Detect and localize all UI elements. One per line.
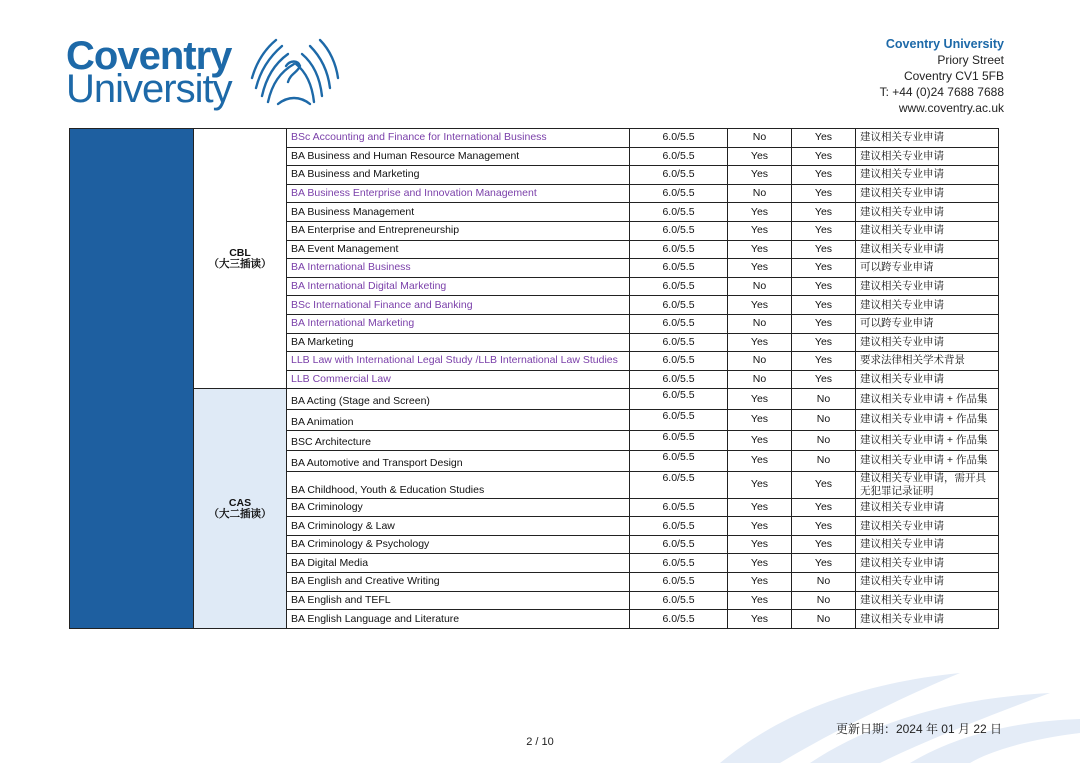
logo-word-university: University — [66, 67, 232, 111]
address-street: Priory Street — [937, 53, 1004, 67]
col-a-value: Yes — [728, 296, 792, 315]
col-a-value: Yes — [728, 389, 792, 410]
note: 建议相关专业申请 + 作品集 — [856, 409, 999, 430]
program-name: BA Criminology & Law — [287, 517, 630, 536]
address-block — [880, 36, 1004, 116]
program-name: BA Enterprise and Entrepreneurship — [287, 221, 630, 240]
col-a-value: Yes — [728, 471, 792, 498]
note: 建议相关专业申请 — [856, 610, 999, 629]
table-row — [70, 129, 999, 148]
note: 建议相关专业申请 — [856, 129, 999, 148]
col-b-value: No — [792, 610, 856, 629]
ielts-score: 6.0/5.5 — [630, 610, 728, 629]
col-b-value: No — [792, 451, 856, 472]
note: 可以跨专业申请 — [856, 259, 999, 278]
col-a-value: Yes — [728, 535, 792, 554]
note: 建议相关专业申请 — [856, 370, 999, 389]
ielts-score: 6.0/5.5 — [630, 184, 728, 203]
col-b-value: Yes — [792, 352, 856, 371]
ielts-score: 6.0/5.5 — [630, 333, 728, 352]
col-a-value: No — [728, 370, 792, 389]
col-b-value: Yes — [792, 517, 856, 536]
program-name: BA Event Management — [287, 240, 630, 259]
program-name: BA Business and Human Resource Management — [287, 147, 630, 166]
col-b-value: Yes — [792, 554, 856, 573]
ielts-score: 6.0/5.5 — [630, 147, 728, 166]
col-b-value: Yes — [792, 184, 856, 203]
ielts-score: 6.0/5.5 — [630, 129, 728, 148]
university-logo — [66, 34, 316, 114]
note: 建议相关专业申请 + 作品集 — [856, 389, 999, 410]
col-a-value: Yes — [728, 221, 792, 240]
program-name: BA English Language and Literature — [287, 610, 630, 629]
col-a-value: Yes — [728, 498, 792, 517]
col-b-value: Yes — [792, 166, 856, 185]
group-label: CBL — [229, 246, 251, 259]
ielts-score: 6.0/5.5 — [630, 517, 728, 536]
ielts-score: 6.0/5.5 — [630, 314, 728, 333]
col-a-value: Yes — [728, 147, 792, 166]
col-a-value: Yes — [728, 409, 792, 430]
col-a-value: Yes — [728, 203, 792, 222]
program-name: BA Business and Marketing — [287, 166, 630, 185]
note: 建议相关专业申请 — [856, 333, 999, 352]
ielts-score: 6.0/5.5 — [630, 221, 728, 240]
col-a-value: Yes — [728, 591, 792, 610]
note: 建议相关专业申请 — [856, 296, 999, 315]
ielts-score: 6.0/5.5 — [630, 352, 728, 371]
col-b-value: Yes — [792, 296, 856, 315]
group-sub: （大二插读） — [208, 507, 272, 520]
ielts-score: 6.0/5.5 — [630, 573, 728, 592]
note: 建议相关专业申请 — [856, 591, 999, 610]
col-a-value: Yes — [728, 240, 792, 259]
update-date: 更新日期：2024 年 01 月 22 日 — [835, 722, 1002, 736]
note: 建议相关专业申请 — [856, 498, 999, 517]
ielts-score: 6.0/5.5 — [630, 166, 728, 185]
side-bar — [70, 129, 194, 629]
program-table — [69, 128, 999, 629]
col-a-value: Yes — [728, 333, 792, 352]
program-name: BA Criminology & Psychology — [287, 535, 630, 554]
col-b-value: Yes — [792, 203, 856, 222]
program-name: BA English and Creative Writing — [287, 573, 630, 592]
ielts-score: 6.0/5.5 — [630, 203, 728, 222]
ielts-score: 6.0/5.5 — [630, 451, 728, 472]
note: 建议相关专业申请 — [856, 554, 999, 573]
ielts-score: 6.0/5.5 — [630, 409, 728, 430]
note: 建议相关专业申请 — [856, 240, 999, 259]
program-name: BA Acting (Stage and Screen) — [287, 389, 630, 410]
col-a-value: Yes — [728, 554, 792, 573]
col-a-value: Yes — [728, 259, 792, 278]
col-b-value: No — [792, 389, 856, 410]
program-name: BA Digital Media — [287, 554, 630, 573]
program-name: BSc Accounting and Finance for International Business — [287, 129, 630, 148]
col-b-value: Yes — [792, 240, 856, 259]
ielts-score: 6.0/5.5 — [630, 389, 728, 410]
ielts-score: 6.0/5.5 — [630, 554, 728, 573]
note: 建议相关专业申请，需开具无犯罪记录证明 — [856, 471, 999, 498]
col-b-value: Yes — [792, 129, 856, 148]
note: 建议相关专业申请 — [856, 147, 999, 166]
address-website[interactable]: www.coventry.ac.uk — [898, 101, 1004, 115]
note: 建议相关专业申请 + 作品集 — [856, 451, 999, 472]
ielts-score: 6.0/5.5 — [630, 430, 728, 451]
page-number: 2 / 10 — [526, 736, 554, 748]
col-b-value: Yes — [792, 471, 856, 498]
col-b-value: Yes — [792, 333, 856, 352]
program-name: BA Business Enterprise and Innovation Management — [287, 184, 630, 203]
table-row — [70, 389, 999, 410]
address-city: Coventry CV1 5FB — [903, 69, 1004, 83]
program-name: BA Business Management — [287, 203, 630, 222]
col-b-value: No — [792, 409, 856, 430]
col-b-value: Yes — [792, 221, 856, 240]
note: 可以跨专业申请 — [856, 314, 999, 333]
program-name: BA Criminology — [287, 498, 630, 517]
program-name: BA Automotive and Transport Design — [287, 451, 630, 472]
col-b-value: Yes — [792, 277, 856, 296]
note: 建议相关专业申请 — [856, 203, 999, 222]
col-b-value: Yes — [792, 314, 856, 333]
note: 建议相关专业申请 — [856, 517, 999, 536]
col-b-value: Yes — [792, 370, 856, 389]
col-b-value: No — [792, 591, 856, 610]
col-a-value: Yes — [728, 430, 792, 451]
ielts-score: 6.0/5.5 — [630, 498, 728, 517]
col-b-value: Yes — [792, 498, 856, 517]
col-a-value: No — [728, 277, 792, 296]
ielts-score: 6.0/5.5 — [630, 370, 728, 389]
program-name: BA English and TEFL — [287, 591, 630, 610]
note: 建议相关专业申请 — [856, 166, 999, 185]
program-name: BSC Architecture — [287, 430, 630, 451]
note: 要求法律相关学术背景 — [856, 352, 999, 371]
col-a-value: Yes — [728, 573, 792, 592]
note: 建议相关专业申请 — [856, 277, 999, 296]
program-name: BA International Marketing — [287, 314, 630, 333]
ielts-score: 6.0/5.5 — [630, 259, 728, 278]
program-name: BA Animation — [287, 409, 630, 430]
ielts-score: 6.0/5.5 — [630, 296, 728, 315]
program-name: BA International Digital Marketing — [287, 277, 630, 296]
col-b-value: No — [792, 430, 856, 451]
group-cell — [194, 389, 287, 629]
program-name: LLB Law with International Legal Study /LLB International Law Studies — [287, 352, 630, 371]
note: 建议相关专业申请 — [856, 535, 999, 554]
ielts-score: 6.0/5.5 — [630, 471, 728, 498]
program-name: BA Childhood, Youth & Education Studies — [287, 471, 630, 498]
program-name: BSc International Finance and Banking — [287, 296, 630, 315]
col-a-value: No — [728, 352, 792, 371]
col-a-value: No — [728, 184, 792, 203]
address-phone: T: +44 (0)24 7688 7688 — [879, 85, 1004, 99]
logo-word-coventry: Coventry — [66, 34, 232, 78]
col-a-value: Yes — [728, 610, 792, 629]
col-b-value: Yes — [792, 147, 856, 166]
col-a-value: Yes — [728, 166, 792, 185]
col-a-value: No — [728, 129, 792, 148]
group-cell — [194, 129, 287, 389]
program-name: LLB Commercial Law — [287, 370, 630, 389]
col-a-value: Yes — [728, 451, 792, 472]
group-label: CAS — [228, 496, 252, 509]
note: 建议相关专业申请 + 作品集 — [856, 430, 999, 451]
col-b-value: Yes — [792, 259, 856, 278]
phoenix-icon — [228, 36, 368, 108]
col-a-value: No — [728, 314, 792, 333]
col-a-value: Yes — [728, 517, 792, 536]
address-org: Coventry University — [885, 37, 1004, 51]
note: 建议相关专业申请 — [856, 221, 999, 240]
ielts-score: 6.0/5.5 — [630, 240, 728, 259]
group-sub: （大三插读） — [208, 257, 272, 270]
note: 建议相关专业申请 — [856, 184, 999, 203]
program-name: BA Marketing — [287, 333, 630, 352]
program-name: BA International Business — [287, 259, 630, 278]
ielts-score: 6.0/5.5 — [630, 277, 728, 296]
col-b-value: No — [792, 573, 856, 592]
ielts-score: 6.0/5.5 — [630, 591, 728, 610]
note: 建议相关专业申请 — [856, 573, 999, 592]
ielts-score: 6.0/5.5 — [630, 535, 728, 554]
col-b-value: Yes — [792, 535, 856, 554]
